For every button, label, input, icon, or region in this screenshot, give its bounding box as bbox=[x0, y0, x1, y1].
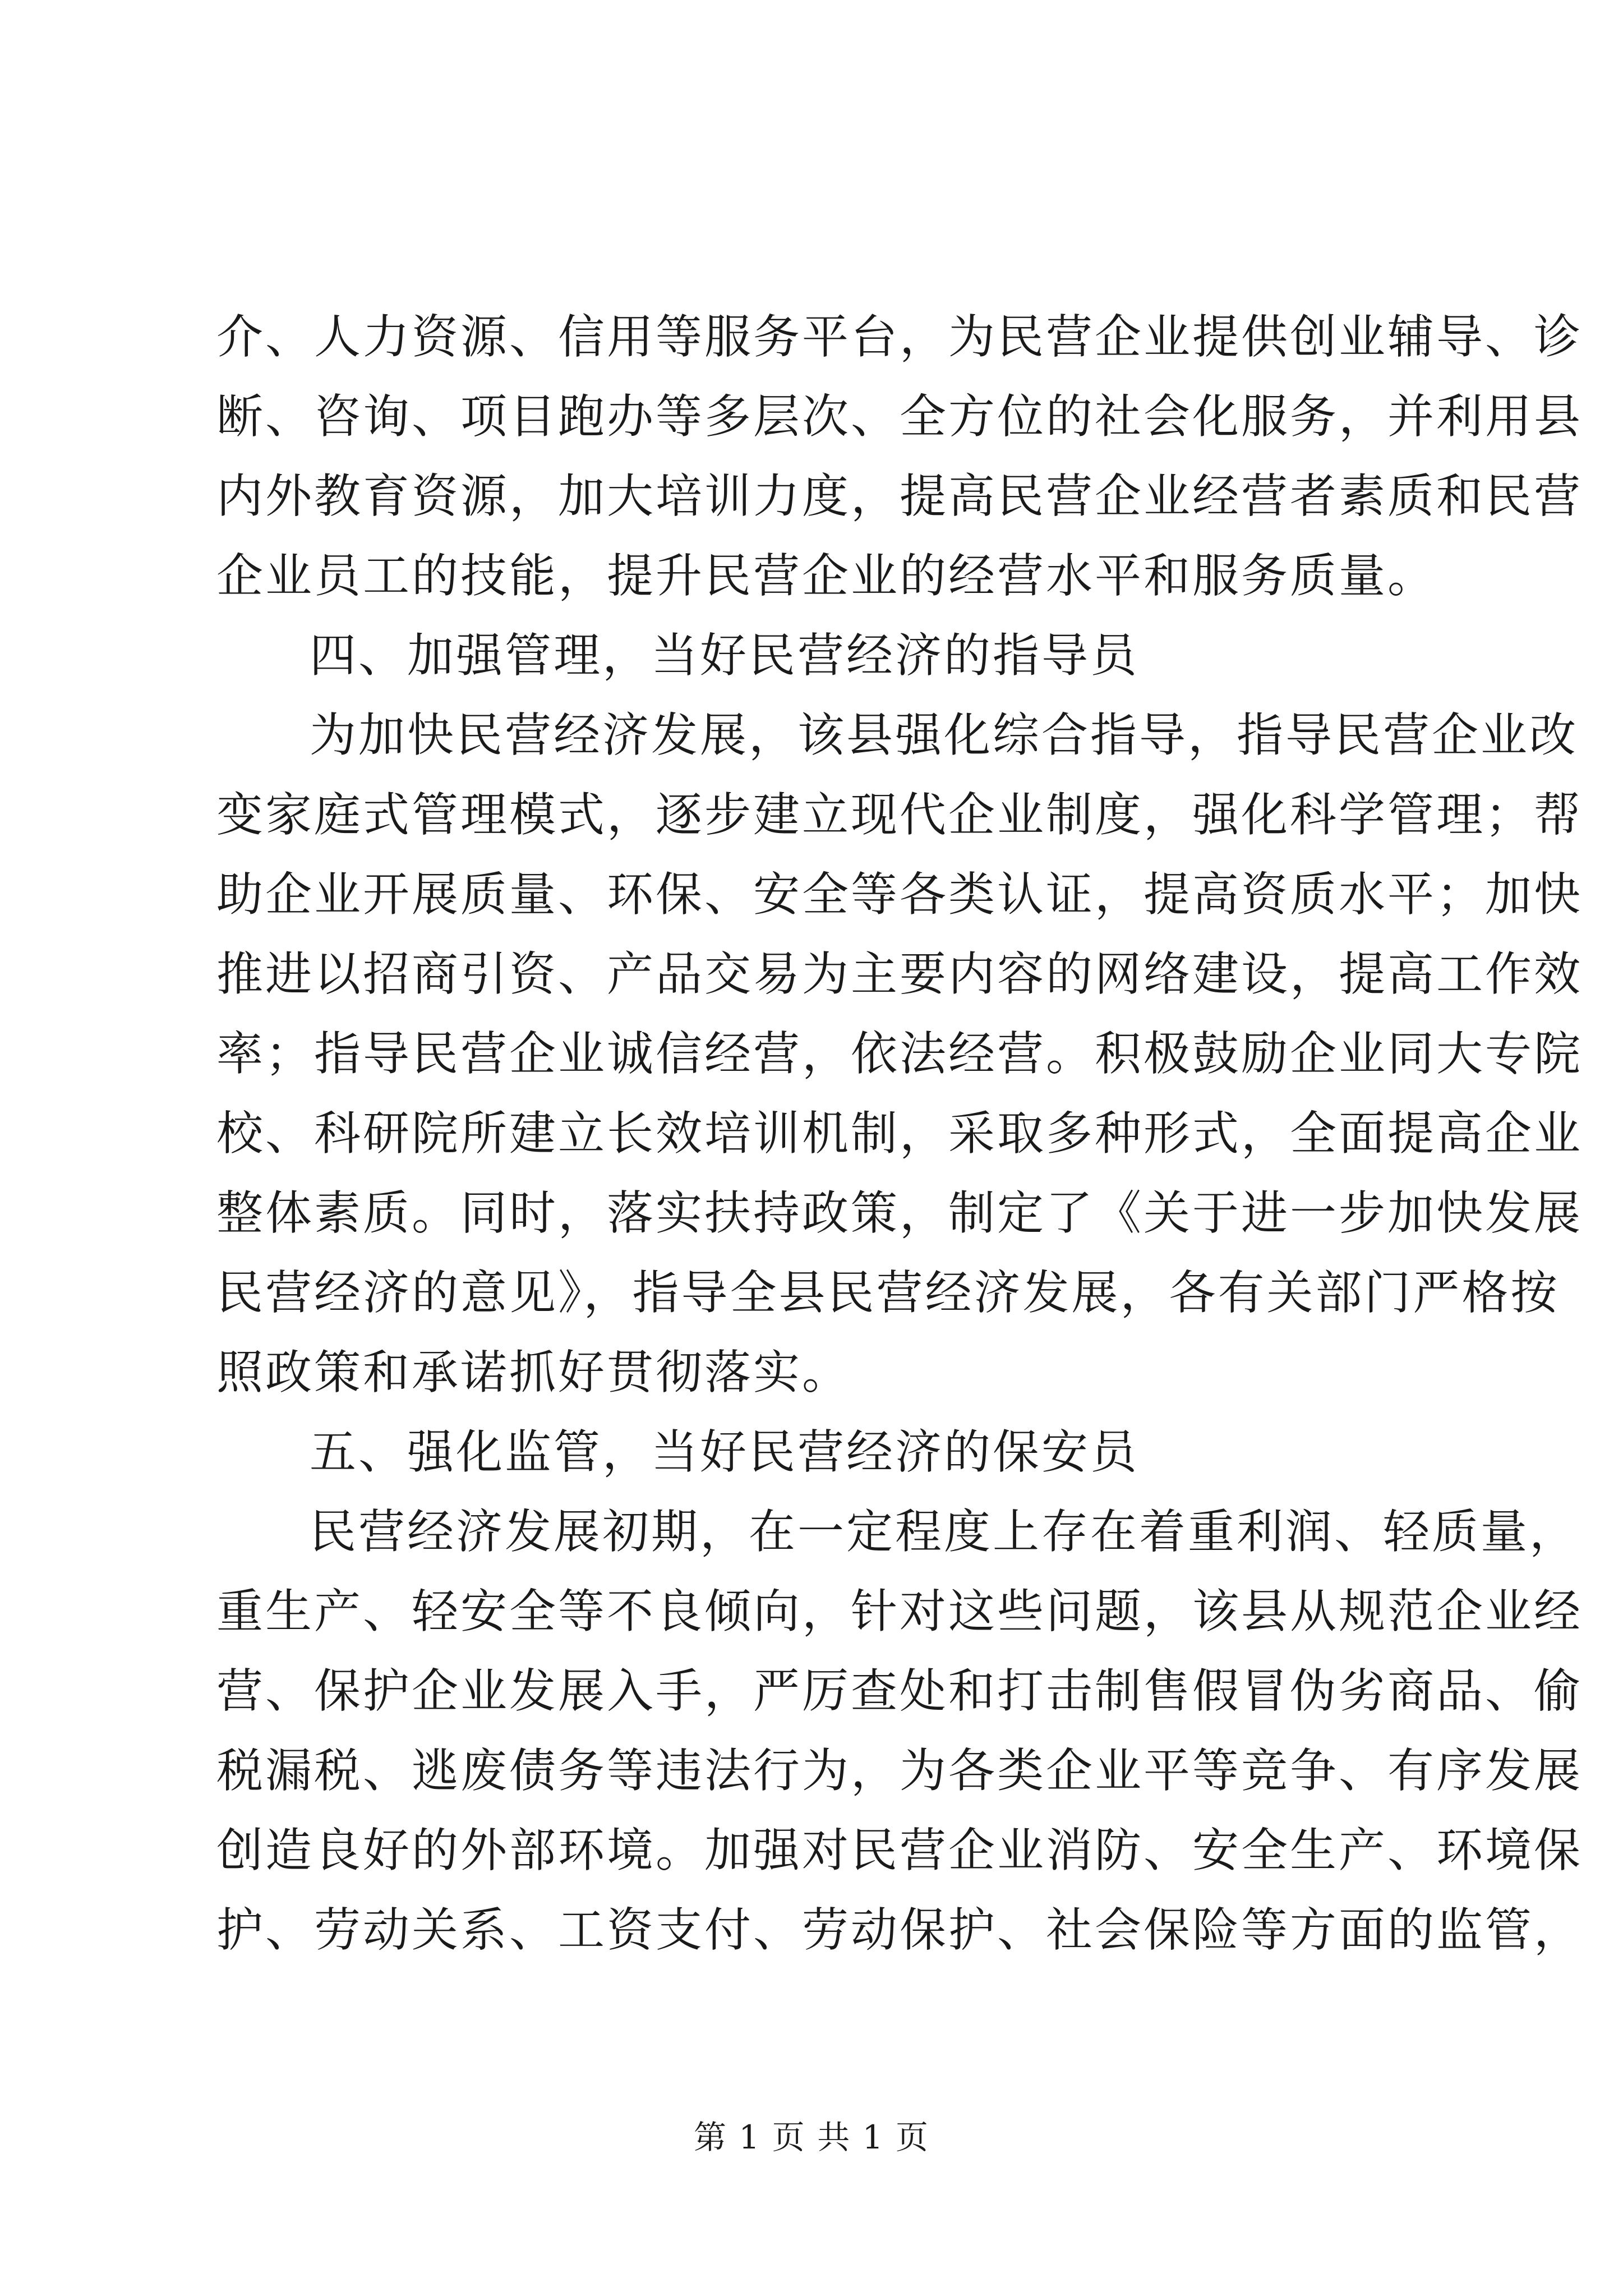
text-line: 断、咨询、项目跑办等多层次、全方位的社会化服务，并利用县 bbox=[216, 389, 1583, 444]
text-line: 护、劳动关系、工资支付、劳动保护、社会保险等方面的监管， bbox=[216, 1903, 1583, 1957]
text-line: 重生产、轻安全等不良倾向，针对这些问题，该县从规范企业经 bbox=[216, 1584, 1583, 1639]
text-line: 推进以招商引资、产品交易为主要内容的网络建设，提高工作效 bbox=[216, 947, 1583, 1001]
text-line: 民营经济的意见》，指导全县民营经济发展，各有关部门严格按 bbox=[216, 1266, 1560, 1320]
text-line: 税漏税、逃废债务等违法行为，为各类企业平等竞争、有序发展 bbox=[216, 1743, 1583, 1798]
text-line: 介、人力资源、信用等服务平台，为民营企业提供创业辅导、诊 bbox=[216, 310, 1583, 364]
text-line: 校、科研院所建立长效培训机制，采取多种形式，全面提高企业 bbox=[216, 1106, 1583, 1161]
text-line: 创造良好的外部环境。加强对民营企业消防、安全生产、环境保 bbox=[216, 1823, 1583, 1878]
text-line: 营、保护企业发展入手，严厉查处和打击制售假冒伪劣商品、偷 bbox=[216, 1664, 1583, 1718]
section-heading: 五、强化监管，当好民营经济的保安员 bbox=[310, 1425, 1139, 1479]
text-line: 整体素质。同时，落实扶持政策，制定了《关于进一步加快发展 bbox=[216, 1186, 1583, 1240]
section-heading: 四、加强管理，当好民营经济的指导员 bbox=[310, 628, 1139, 683]
page-number-label: 第 1 页 共 1 页 bbox=[694, 2118, 929, 2156]
text-line: 民营经济发展初期，在一定程度上存在着重利润、轻质量， bbox=[310, 1504, 1578, 1559]
text-line: 内外教育资源，加大培训力度，提高民营企业经营者素质和民营 bbox=[216, 469, 1583, 523]
text-line: 为加快民营经济发展，该县强化综合指导，指导民营企业改 bbox=[310, 708, 1578, 762]
text-line: 照政策和承诺抓好贯彻落实。 bbox=[216, 1345, 851, 1400]
text-line: 率；指导民营企业诚信经营，依法经营。积极鼓励企业同大专院 bbox=[216, 1027, 1583, 1081]
page-footer bbox=[0, 2115, 1623, 2160]
text-line: 助企业开展质量、环保、安全等各类认证，提高资质水平；加快 bbox=[216, 867, 1583, 922]
document-body bbox=[216, 297, 1583, 1970]
text-line: 变家庭式管理模式，逐步建立现代企业制度，强化科学管理；帮 bbox=[216, 788, 1583, 842]
text-line: 企业员工的技能，提升民营企业的经营水平和服务质量。 bbox=[216, 549, 1436, 603]
